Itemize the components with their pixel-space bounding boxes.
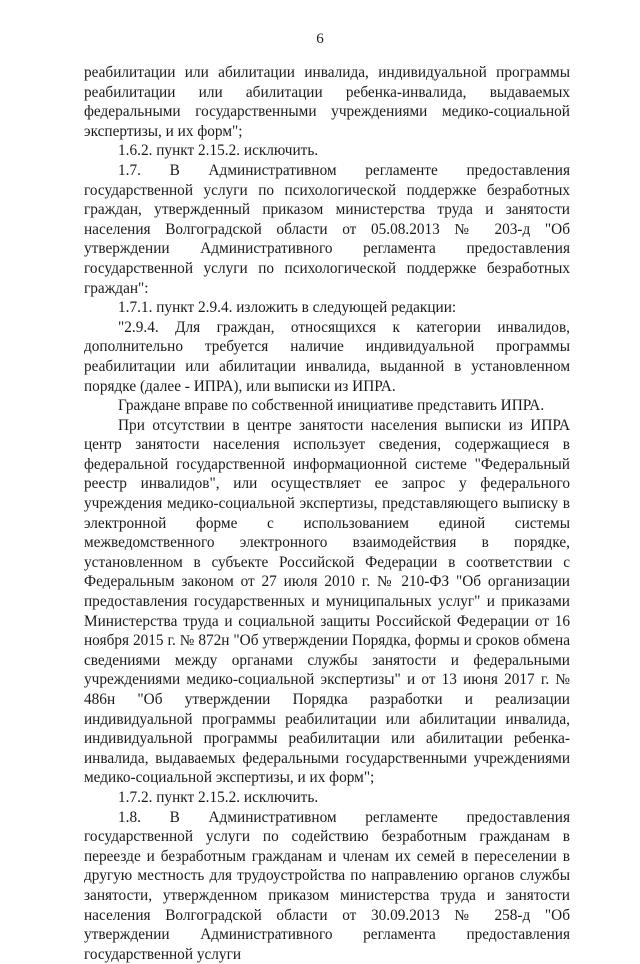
paragraph-ipra-absence: При отсутствии в центре занятости населения выписки из ИПРА центр занятости населения использует сведения, содержащиеся в федеральной государственной информационной системе "Федеральный реестр инвалидов", или осуществляет ее запрос у федерального учреждения медико-социальной экспертизы, представляющего выписку в электронной форме с использованием единой системы межведомственного электронного взаимодействия в порядке, установленном в субъекте Российской Федерации в соответствии с Федеральным законом от 27 июля 2010 г. № 210-ФЗ "Об организации предоставления государственных и муниципальных услуг" и приказами Министерства труда и социальной защиты Российской Федерации от 16 ноября 2015 г. № 872н "Об утверждении Порядка, формы и сроков обмена сведениями между органами службы занятости и федеральными учреждениями медико-социальной экспертизы" и от 13 июня 2017 г. № 486н "Об утверждении Порядка разработки и реализации индивидуальной программы реабилитации или абилитации инвалида, индивидуальной программы реабилитации или абилитации ребенка-инвалида, выдаваемых федеральными государственными учреждениями медико-социальной экспертизы, и их форм"; — [84, 416, 570, 787]
paragraph-1-8: 1.8. В Административном регламенте предоставления государственной услуги по содействию безработным гражданам в переезде и безработным гражданам и членам их семей в переселении в другую местность для трудоустройства по направлению органов службы занятости, утвержденном приказом министерства труда и занятости населения Волгоградской области от 30.09.2013 № 258-д "Об утверждении Административного регламента предоставления государственной услуги — [84, 808, 570, 963]
paragraph-continuation: реабилитации или абилитации инвалида, индивидуальной программы реабилитации или абилитации ребенка-инвалида, выдаваемых федеральными государственными учреждениями медико-социальной экспертизы, и их форм"; — [84, 64, 570, 140]
paragraph-2-9-4: "2.9.4. Для граждан, относящихся к категории инвалидов, дополнительно требуется наличие индивидуальной программы реабилитации или абилитации инвалида, выданной в установленном порядке (далее - ИПРА), или выписки из ИПРА. — [84, 318, 570, 395]
paragraph-1-7-1: 1.7.1. пункт 2.9.4. изложить в следующей редакции: — [118, 299, 457, 317]
paragraph-ipra-right: Граждане вправе по собственной инициативе представить ИПРА. — [118, 397, 545, 415]
paragraph-1-7-2: 1.7.2. пункт 2.15.2. исключить. — [118, 788, 319, 806]
page-number: 6 — [316, 31, 324, 47]
document-body — [84, 63, 570, 964]
paragraph-1-6-2: 1.6.2. пункт 2.15.2. исключить. — [118, 142, 319, 160]
paragraph-1-7: 1.7. В Административном регламенте предоставления государственной услуги по психологической поддержке безработных граждан, утвержденный приказом министерства труда и занятости населения Волгоградской области от 05.08.2013 № 203-д "Об утверждении Административного регламента предоставления государственной услуги по психологической поддержке безработных граждан": — [84, 161, 570, 297]
